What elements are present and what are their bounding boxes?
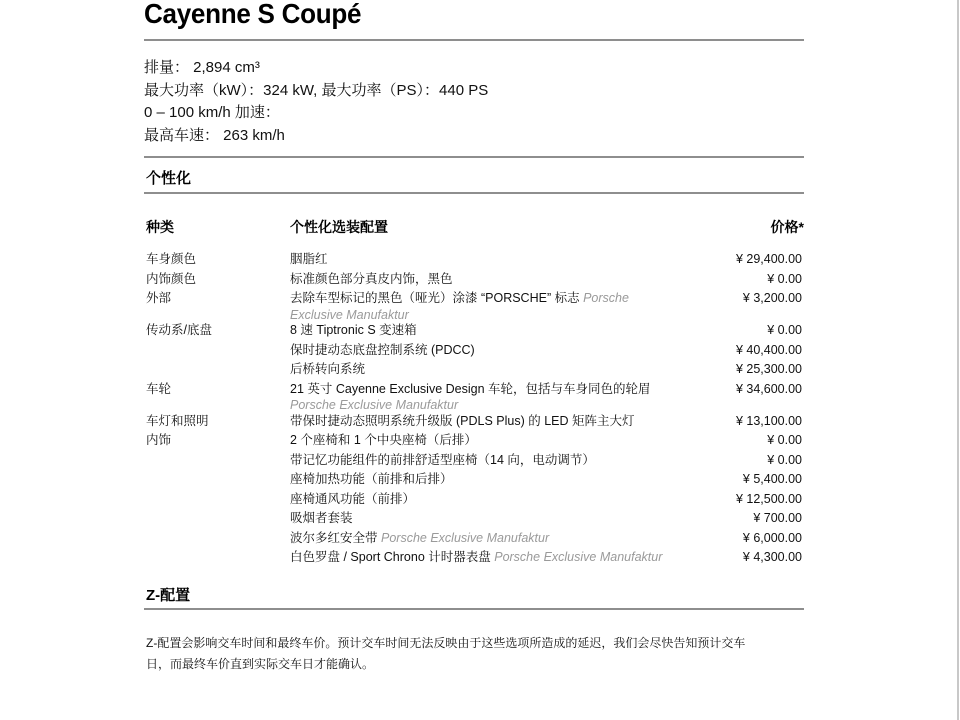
page-title: Cayenne S Coupé [144,0,362,29]
option-text: 标准颜色部分真皮内饰，黑色 [290,271,453,286]
row-option [290,431,700,451]
row-price: ¥ 0.00 [767,433,802,447]
table-row [146,380,802,412]
row-price: ¥ 29,400.00 [735,252,802,266]
row-option [290,490,700,510]
option-text: 座椅通风功能（前排） [290,491,416,506]
option-text: 波尔多红安全带 [290,530,378,545]
row-price: ¥ 12,500.00 [735,491,802,506]
option-text: 保时捷动态底盘控制系统 (PDCC) [290,342,475,357]
option-text: 8 速 Tiptronic S 变速箱 [290,323,417,337]
row-price: ¥ 0.00 [767,271,802,286]
table-row [146,529,802,549]
table-row [146,289,802,321]
table-row [146,321,802,341]
row-option [290,412,700,432]
row-price: ¥ 34,600.00 [735,381,802,396]
row-option [290,380,700,412]
manufaktur-note: Porsche [583,291,629,305]
section-title-personalization: 个性化 [146,170,192,187]
row-category: 外部 [146,291,172,305]
table-row [146,490,802,510]
section-divider-top [144,156,804,158]
row-price: ¥ 0.00 [767,452,802,467]
spec-acceleration: 0 – 100 km/h 加速： [144,104,280,121]
row-category: 车轮 [146,381,172,396]
column-header-category: 种类 [146,219,174,235]
row-option [290,270,700,290]
row-category: 内饰颜色 [146,271,197,286]
table-row [146,412,802,432]
row-option [290,451,700,471]
option-text: 去除车型标记的黑色（哑光）涂漆 “PORSCHE” 标志 [290,291,580,305]
spec-power: 最大功率（kW）：324 kW, 最大功率（PS）：440 PS [144,81,489,99]
table-header [146,217,804,237]
row-option [290,548,700,568]
option-text: 2 个座椅和 1 个中央座椅（后排） [290,433,477,447]
row-option [290,529,700,549]
manufaktur-note: Porsche Exclusive Manufaktur [494,550,663,564]
option-text: 带记忆功能组件的前排舒适型座椅（14 向，电动调节） [290,452,595,467]
row-option [290,250,700,270]
row-price: ¥ 6,000.00 [742,530,802,545]
manufaktur-note-continued: Exclusive Manufaktur [290,307,409,322]
z-config-note-line-1: Z-配置会影响交车时间和最终车价。预计交车时间无法反映由于这些选项所造成的延迟，我们会尽快告知预计交车 [146,636,746,650]
table-row [146,250,802,270]
row-category: 车身颜色 [146,252,197,266]
row-category: 车灯和照明 [146,413,209,428]
table-row [146,451,802,471]
table-row [146,470,802,490]
row-option [290,289,700,321]
section-divider-bottom [144,192,804,194]
manufaktur-note: Porsche Exclusive Manufaktur [290,398,459,412]
row-price: ¥ 4,300.00 [742,550,802,564]
options-table [146,250,802,568]
option-text: 21 英寸 Cayenne Exclusive Design 车轮，包括与车身同色的轮眉 [290,381,651,396]
row-price: ¥ 0.00 [767,323,802,337]
row-option [290,341,700,361]
row-category: 传动系/底盘 [146,323,212,337]
column-header-price: 价格* [770,219,804,235]
option-text: 吸烟者套装 [290,511,353,525]
z-config-note-line-2: 日，而最终车价直到实际交车日才能确认。 [146,657,375,671]
z-config-note [146,633,806,675]
row-option [290,509,700,529]
option-text: 白色罗盘 / Sport Chrono 计时器表盘 [290,550,491,564]
table-row [146,360,802,380]
z-config-divider [144,608,804,610]
table-row [146,548,802,568]
row-option [290,470,700,490]
table-row [146,270,802,290]
row-option [290,360,700,380]
option-text: 座椅加热功能（前排和后排） [290,472,453,486]
row-price: ¥ 3,200.00 [742,291,802,305]
row-price: ¥ 25,300.00 [735,362,802,376]
manufaktur-note: Porsche Exclusive Manufaktur [381,530,550,545]
row-price: ¥ 13,100.00 [735,413,802,428]
table-row [146,509,802,529]
option-text: 后桥转向系统 [290,362,366,376]
spec-displacement: 排量： 2,894 cm³ [144,59,260,76]
row-option [290,321,700,341]
spec-top-speed: 最高车速： 263 km/h [144,126,285,144]
row-category: 内饰 [146,433,172,447]
option-text: 胭脂红 [290,252,328,266]
row-price: ¥ 40,400.00 [735,342,802,357]
title-divider [144,39,804,41]
table-row [146,431,802,451]
option-text: 带保时捷动态照明系统升级版 (PDLS Plus) 的 LED 矩阵主大灯 [290,413,635,428]
specs-block [144,57,488,147]
section-title-z-config: Z-配置 [146,587,191,604]
window-edge [957,0,959,720]
row-price: ¥ 5,400.00 [742,472,802,486]
row-price: ¥ 700.00 [753,511,802,525]
table-row [146,341,802,361]
column-header-option: 个性化选装配置 [290,219,388,235]
